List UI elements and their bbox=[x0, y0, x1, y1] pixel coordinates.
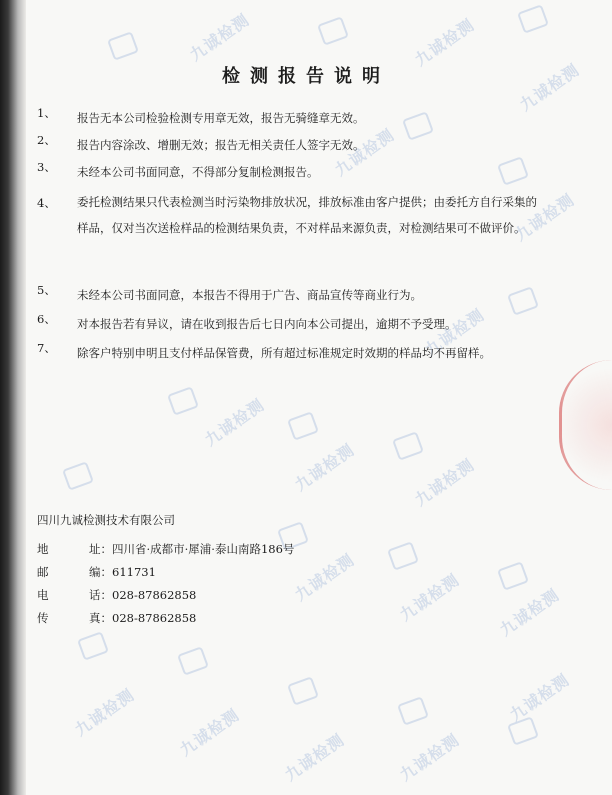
list-item-number: 6、 bbox=[37, 312, 56, 326]
contact-label-suffix: 编： bbox=[89, 565, 112, 579]
contact-value: 四川省·成都市·犀浦·泰山南路186号 bbox=[112, 542, 295, 556]
watermark-text: 九诚检测 bbox=[511, 190, 578, 245]
watermark-text: 九诚检测 bbox=[176, 705, 243, 760]
watermark-text: 九诚检测 bbox=[396, 730, 463, 785]
watermark-logo-icon bbox=[387, 541, 419, 571]
list-item-number: 1、 bbox=[37, 106, 56, 120]
watermark-logo-icon bbox=[397, 696, 429, 726]
contact-label-suffix: 址： bbox=[89, 542, 112, 556]
list-item-number: 7、 bbox=[37, 341, 56, 355]
contact-line-phone bbox=[37, 587, 196, 603]
watermark-text: 九诚检测 bbox=[516, 60, 583, 115]
watermark-logo-icon bbox=[517, 4, 549, 34]
contact-label: 传 bbox=[37, 611, 71, 625]
watermark-text: 九诚检测 bbox=[281, 730, 348, 785]
page-title: 检测报告说明 bbox=[222, 66, 390, 87]
watermark-text: 九诚检测 bbox=[186, 10, 253, 65]
contact-label-suffix: 话： bbox=[89, 588, 112, 602]
seam-stamp bbox=[559, 360, 612, 490]
watermark-logo-icon bbox=[287, 411, 319, 441]
list-item-text: 报告内容涂改、增删无效；报告无相关责任人签字无效。 bbox=[77, 138, 365, 152]
watermark-logo-icon bbox=[107, 31, 139, 61]
watermark-text: 九诚检测 bbox=[506, 670, 573, 725]
contact-label: 地 bbox=[37, 542, 71, 556]
contact-value: 611731 bbox=[112, 565, 156, 579]
contact-label: 电 bbox=[37, 588, 71, 602]
watermark-logo-icon bbox=[507, 716, 539, 746]
contact-label: 邮 bbox=[37, 565, 71, 579]
list-item-text: 对本报告若有异议，请在收到报告后七日内向本公司提出，逾期不予受理。 bbox=[77, 317, 457, 331]
list-item-text: 除客户特别申明且支付样品保管费，所有超过标准规定时效期的样品均不再留样。 bbox=[77, 346, 491, 360]
list-item-text: 委托检测结果只代表检测当时污染物排放状况，排放标准由客户提供；由委托方自行采集的样品，仅对当次送检样品的检测结果负责，不对样品来源负责，对检测结果可不做评价。 bbox=[77, 195, 537, 235]
contact-label-suffix: 真： bbox=[89, 611, 112, 625]
watermark-logo-icon bbox=[317, 16, 349, 46]
list-item-text: 报告无本公司检验检测专用章无效，报告无骑缝章无效。 bbox=[77, 111, 365, 125]
watermark-text: 九诚检测 bbox=[396, 570, 463, 625]
contact-value: 028-87862858 bbox=[112, 588, 197, 602]
watermark-text: 九诚检测 bbox=[291, 550, 358, 605]
contact-value: 028-87862858 bbox=[112, 611, 197, 625]
watermark-text: 九诚检测 bbox=[411, 455, 478, 510]
watermark-text: 九诚检测 bbox=[291, 440, 358, 495]
watermark-text: 九诚检测 bbox=[496, 585, 563, 640]
list-item-text: 未经本公司书面同意，本报告不得用于广告、商品宣传等商业行为。 bbox=[77, 288, 422, 302]
contact-line-postcode bbox=[37, 564, 156, 580]
watermark-logo-icon bbox=[497, 561, 529, 591]
watermark-text: 九诚检测 bbox=[411, 15, 478, 70]
watermark-logo-icon bbox=[392, 431, 424, 461]
watermark-text: 九诚检测 bbox=[421, 305, 488, 360]
watermark-logo-icon bbox=[287, 676, 319, 706]
company-name: 四川九诚检测技术有限公司 bbox=[37, 513, 175, 527]
watermark-logo-icon bbox=[62, 461, 94, 491]
watermark-text: 九诚检测 bbox=[331, 125, 398, 180]
contact-line-fax bbox=[37, 610, 196, 626]
scan-spine-shadow bbox=[0, 0, 26, 795]
watermark-text: 九诚检测 bbox=[71, 685, 138, 740]
list-item-number: 2、 bbox=[37, 133, 56, 147]
watermark-logo-icon bbox=[177, 646, 209, 676]
watermark-logo-icon bbox=[167, 386, 199, 416]
list-item-number: 4、 bbox=[37, 196, 56, 210]
watermark-logo-icon bbox=[77, 631, 109, 661]
watermark-text: 九诚检测 bbox=[201, 395, 268, 450]
list-item-number: 3、 bbox=[37, 160, 56, 174]
list-item-text: 未经本公司书面同意，不得部分复制检测报告。 bbox=[77, 165, 319, 179]
contact-line-address bbox=[37, 541, 294, 557]
list-item-number: 5、 bbox=[37, 283, 56, 297]
